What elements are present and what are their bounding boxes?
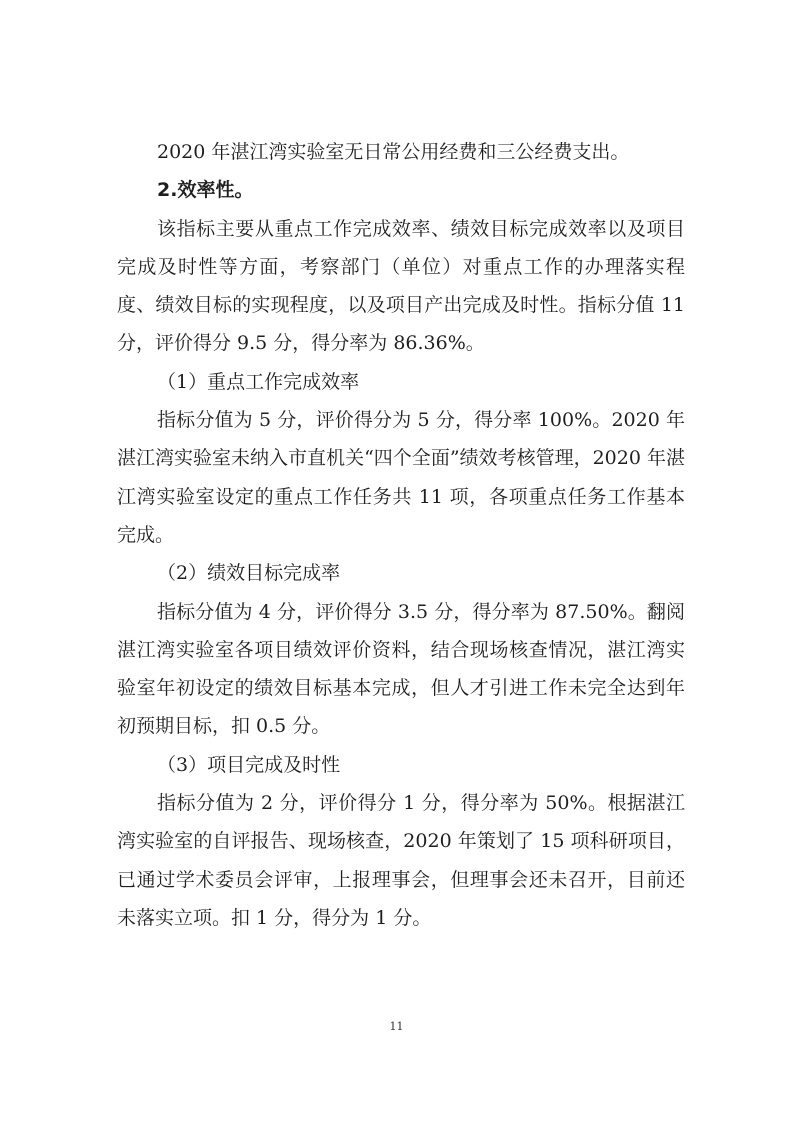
subheading-target-completion-rate: （2）绩效目标完成率 bbox=[157, 562, 341, 585]
paragraph-efficiency-summary: 该指标主要从重点工作完成效率、绩效目标完成效率以及项目完成及时性等方面，考察部门（单位）对重点工作的办理落实程度、绩效目标的实现程度，以及项目产出完成及时性。指标分值 11 分，评价得分 9.5 分，得分率为 86.36%。 bbox=[117, 217, 685, 355]
paragraph-target-completion-rate: 指标分值为 4 分，评价得分 3.5 分，得分率为 87.50%。翻阅湛江湾实验室各项目绩效评价资料，结合现场核查情况，湛江湾实验室年初设定的绩效目标基本完成，但人才引进工作未完全达到年初预期目标，扣 0.5 分。 bbox=[117, 600, 685, 738]
section-heading-efficiency: 2.效率性。 bbox=[157, 179, 254, 202]
paragraph-expense-note: 2020 年湛江湾实验室无日常公用经费和三公经费支出。 bbox=[157, 141, 630, 163]
document-body bbox=[117, 133, 685, 937]
subheading-project-timeliness: （3）项目完成及时性 bbox=[157, 753, 341, 776]
paragraph-project-timeliness: 指标分值为 2 分，评价得分 1 分，得分率为 50%。根据湛江湾实验室的自评报告、现场核查，2020 年策划了 15 项科研项目，已通过学术委员会评审，上报理事会，但理事会还未召开，目前还未落实立项。扣 1 分，得分为 1 分。 bbox=[117, 792, 685, 929]
paragraph-key-work-efficiency: 指标分值为 5 分，评价得分为 5 分，得分率 100%。2020 年湛江湾实验室未纳入市直机关“四个全面”绩效考核管理，2020 年湛江湾实验室设定的重点工作任务共 11 项，各项重点任务工作基本完成。 bbox=[117, 409, 685, 546]
subheading-key-work-efficiency: （1）重点工作完成效率 bbox=[157, 370, 360, 393]
page-number: 11 bbox=[389, 1020, 404, 1033]
